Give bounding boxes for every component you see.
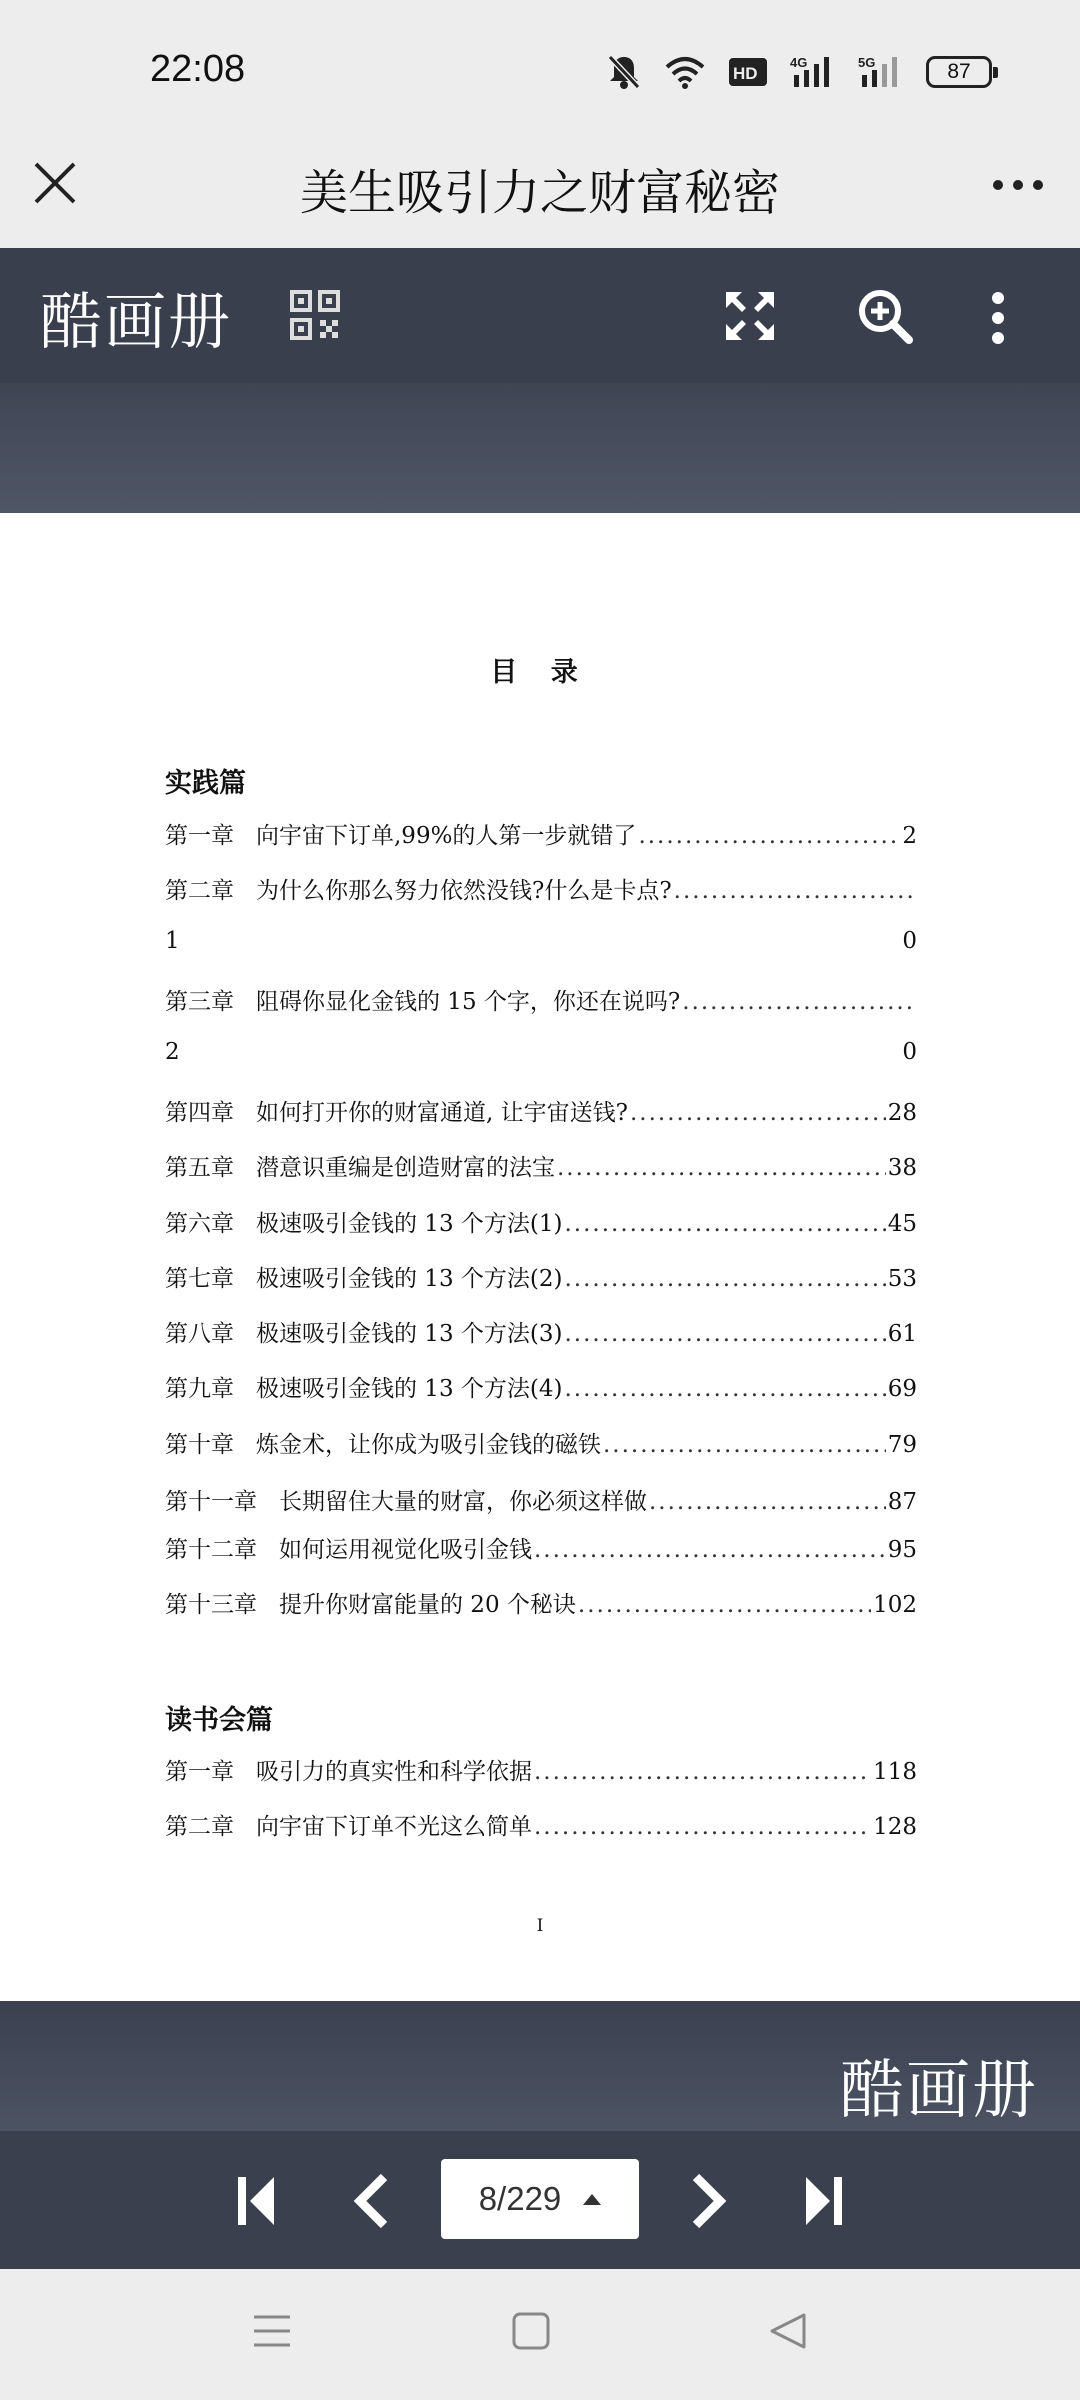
- chapter-page: 128: [873, 1814, 917, 1840]
- qr-code-icon[interactable]: [290, 290, 340, 340]
- zoom-in-icon[interactable]: [855, 286, 915, 346]
- leader-dots: [557, 1155, 886, 1181]
- pager-bar: [0, 2131, 1080, 2269]
- app-logo: 酷画册: [40, 285, 233, 358]
- toc-row-continuation: [165, 1039, 917, 1079]
- back-icon[interactable]: [768, 2311, 808, 2351]
- kebab-menu-icon[interactable]: [985, 290, 1011, 346]
- chapter-title: 为什么你那么努力依然没钱?什么是卡点?: [256, 878, 672, 904]
- leader-dots: [578, 1592, 871, 1618]
- last-page-icon[interactable]: [796, 2171, 852, 2231]
- footer-band: [0, 2001, 1080, 2131]
- chapter-page: 118: [873, 1759, 917, 1785]
- caret-up-icon: [583, 2194, 601, 2205]
- footer-logo: 酷画册: [840, 2054, 1038, 2128]
- leader-dots: [682, 989, 915, 1015]
- chapter-page: 79: [887, 1432, 917, 1458]
- toc-row-continuation: [165, 928, 917, 968]
- page-counter: 8/229: [478, 2180, 562, 2217]
- wrapped-page-digit: 2: [165, 1039, 180, 1065]
- chapter-label: 第一章: [165, 823, 234, 849]
- leader-dots: [649, 1489, 886, 1515]
- chapter-label: 第四章: [165, 1100, 234, 1126]
- chapter-page: 2: [902, 823, 917, 849]
- toc-row[interactable]: [165, 1753, 917, 1793]
- section-heading-practice: 实践篇: [165, 768, 246, 799]
- chapter-label: 第八章: [165, 1321, 234, 1347]
- toc-row[interactable]: [165, 1531, 917, 1571]
- chapter-page: 69: [887, 1376, 917, 1402]
- status-bar: [0, 0, 1080, 140]
- section-heading-book-club: 读书会篇: [165, 1705, 273, 1736]
- chapter-page: 87: [887, 1489, 917, 1515]
- toc-row[interactable]: [165, 1370, 917, 1410]
- chapter-title: 阻碍你显化金钱的 15 个字，你还在说吗?: [256, 989, 681, 1015]
- chapter-label: 第一章: [165, 1759, 234, 1785]
- chapter-page: 45: [887, 1211, 917, 1237]
- leader-dots: [603, 1432, 886, 1458]
- chapter-title: 吸引力的真实性和科学依据: [256, 1759, 532, 1785]
- wrapped-page-digit: 0: [902, 928, 917, 954]
- leader-dots: [630, 1100, 886, 1126]
- chapter-label: 第二章: [165, 1814, 234, 1840]
- page-indicator[interactable]: [441, 2159, 639, 2239]
- leader-dots: [534, 1759, 871, 1785]
- chapter-page: 95: [887, 1537, 917, 1563]
- chapter-page: 102: [873, 1592, 917, 1618]
- menu-icon[interactable]: [252, 2311, 292, 2351]
- chapter-title: 向宇宙下订单不光这么简单: [256, 1814, 532, 1840]
- svg-text:5G: 5G: [858, 55, 876, 70]
- first-page-icon[interactable]: [228, 2171, 284, 2231]
- system-nav-bar: [0, 2269, 1080, 2400]
- toc-row[interactable]: [165, 817, 917, 857]
- more-icon[interactable]: [990, 170, 1046, 200]
- wifi-icon: [664, 55, 706, 89]
- chapter-label: 第十章: [165, 1432, 234, 1458]
- toc-row[interactable]: [165, 872, 917, 912]
- header-band: [0, 383, 1080, 513]
- chapter-title: 极速吸引金钱的 13 个方法(3): [256, 1321, 563, 1347]
- leader-dots: [638, 823, 900, 849]
- chapter-title: 极速吸引金钱的 13 个方法(2): [256, 1266, 563, 1292]
- page-title: 美生吸引力之财富秘密: [299, 165, 780, 221]
- chapter-label: 第六章: [165, 1211, 234, 1237]
- chapter-title: 极速吸引金钱的 13 个方法(4): [256, 1376, 563, 1402]
- toc-row[interactable]: [165, 1808, 917, 1848]
- signal-4g-icon: [790, 55, 836, 89]
- leader-dots: [564, 1211, 885, 1237]
- chapter-label: 第七章: [165, 1266, 234, 1292]
- chapter-label: 第十二章: [165, 1537, 257, 1563]
- leader-dots: [534, 1537, 886, 1563]
- bell-muted-icon: [606, 53, 642, 91]
- toc-row[interactable]: [165, 1149, 917, 1189]
- fullscreen-icon[interactable]: [722, 288, 778, 344]
- hd-icon: [728, 57, 768, 87]
- chapter-page: 28: [887, 1100, 917, 1126]
- document-page[interactable]: [0, 513, 1080, 2001]
- toc-row[interactable]: [165, 1426, 917, 1466]
- page-number: I: [536, 1916, 544, 1936]
- chapter-title: 极速吸引金钱的 13 个方法(1): [256, 1211, 563, 1237]
- prev-page-icon[interactable]: [346, 2171, 402, 2231]
- toc-row[interactable]: [165, 1260, 917, 1300]
- chapter-page: 53: [887, 1266, 917, 1292]
- chapter-label: 第三章: [165, 989, 234, 1015]
- chapter-label: 第十三章: [165, 1592, 257, 1618]
- battery-level: 87: [947, 60, 971, 83]
- signal-5g-icon: [858, 55, 904, 89]
- chapter-page: 38: [887, 1155, 917, 1181]
- toc-title: 目 录: [490, 657, 590, 688]
- chapter-label: 第九章: [165, 1376, 234, 1402]
- app-toolbar: [0, 248, 1080, 383]
- wrapped-page-digit: 0: [902, 1039, 917, 1065]
- toc-row[interactable]: [165, 1094, 917, 1134]
- battery-indicator: [926, 56, 992, 88]
- chapter-page: 61: [887, 1321, 917, 1347]
- chapter-label: 第十一章: [165, 1489, 257, 1515]
- toc-row[interactable]: [165, 1483, 917, 1523]
- svg-text:HD: HD: [733, 64, 758, 83]
- chapter-title: 长期留住大量的财富，你必须这样做: [279, 1489, 647, 1515]
- svg-text:4G: 4G: [790, 55, 808, 70]
- status-icons: [606, 50, 992, 94]
- next-page-icon[interactable]: [678, 2171, 734, 2231]
- chapter-title: 潜意识重编是创造财富的法宝: [256, 1155, 555, 1181]
- leader-dots: [564, 1266, 885, 1292]
- chapter-title: 向宇宙下订单,99%的人第一步就错了: [256, 823, 637, 849]
- status-time: 22:08: [150, 48, 246, 90]
- home-icon[interactable]: [511, 2311, 551, 2351]
- title-bar: [0, 140, 1080, 248]
- chapter-title: 如何打开你的财富通道, 让宇宙送钱?: [256, 1100, 628, 1126]
- toc-row[interactable]: [165, 1586, 917, 1626]
- toc-row[interactable]: [165, 1315, 917, 1355]
- leader-dots: [564, 1321, 885, 1347]
- toc-row[interactable]: [165, 983, 917, 1023]
- chapter-title: 提升你财富能量的 20 个秘诀: [279, 1592, 576, 1618]
- toc-row[interactable]: [165, 1205, 917, 1245]
- leader-dots: [674, 878, 915, 904]
- chapter-label: 第二章: [165, 878, 234, 904]
- wrapped-page-digit: 1: [165, 928, 180, 954]
- chapter-label: 第五章: [165, 1155, 234, 1181]
- chapter-title: 如何运用视觉化吸引金钱: [279, 1537, 532, 1563]
- leader-dots: [564, 1376, 885, 1402]
- chapter-title: 炼金术，让你成为吸引金钱的磁铁: [256, 1432, 601, 1458]
- leader-dots: [534, 1814, 871, 1840]
